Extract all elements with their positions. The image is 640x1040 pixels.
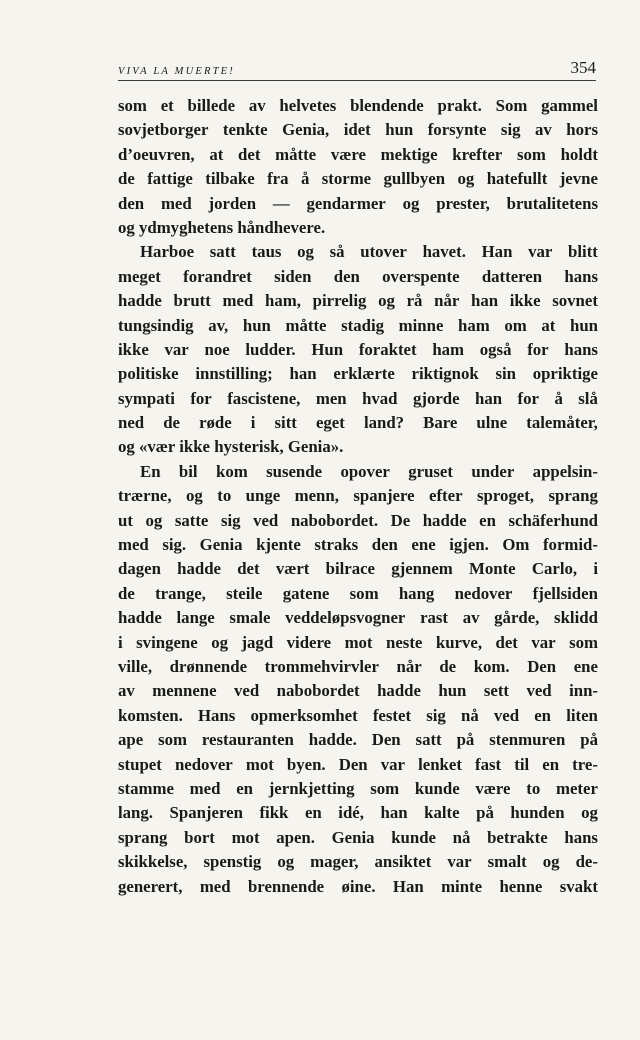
text-line: ape som restauranten hadde. Den satt på stenmuren på — [118, 730, 598, 750]
text-line: sympati for fascistene, men hvad gjorde han for å slå — [118, 388, 598, 408]
running-head: VIVA LA MUERTE! — [118, 66, 235, 77]
text-line: som et billede av helvetes blendende prakt. Som gammel — [118, 96, 598, 115]
paragraph — [118, 460, 598, 899]
text-line: stupet nedover mot byen. Den var lenket fast til en tre- — [118, 754, 598, 774]
text-line: Harboe satt taus og så utover havet. Han var blitt — [140, 242, 598, 262]
text-line: den med jorden — gendarmer og prester, brutalitetens — [118, 193, 598, 213]
text-line: trærne, og to unge menn, spanjere efter sproget, sprang — [118, 486, 598, 506]
text-line: de trange, steile gatene som hang nedover fjellsiden — [118, 583, 598, 603]
text-line: stamme med en jernkjetting som kunde være to meter — [118, 778, 598, 798]
text-line: ville, drønnende trommehvirvler når de kom. Den ene — [118, 656, 598, 676]
body-text — [118, 94, 598, 899]
text-line: dagen hadde det vært bilrace gjennem Monte Carlo, i — [118, 559, 598, 579]
paragraph — [118, 94, 598, 240]
text-line: komsten. Hans opmerksomhet festet sig nå ved en liten — [118, 705, 598, 725]
text-line: politiske innstilling; han erklærte riktignok sin opriktige — [118, 364, 598, 384]
page-header — [118, 56, 596, 81]
text-line: av mennene ved nabobordet hadde hun sett ved inn- — [118, 681, 598, 701]
text-line: i svingene og jagd videre mot neste kurve, det var som — [118, 632, 598, 652]
text-line: de fattige tilbake fra å storme gullbyen og hatefullt jevne — [118, 169, 598, 189]
text-line: med sig. Genia kjente straks den ene igjen. Om formid- — [118, 535, 598, 555]
text-line: meget forandret siden den overspente datteren hans — [118, 266, 598, 286]
text-line: sovjetborger tenkte Genia, idet hun forsynte sig av hors — [118, 120, 598, 140]
text-line: skikkelse, spenstig og mager, ansiktet var smalt og de- — [118, 852, 598, 872]
page-number: 354 — [570, 58, 596, 77]
text-line: ut og satte sig ved nabobordet. De hadde en schäferhund — [118, 510, 598, 530]
text-line: lang. Spanjeren fikk en idé, han kalte på hunden og — [118, 803, 598, 823]
text-line: hadde lange smale veddeløpsvogner rast av gårde, sklidd — [118, 608, 598, 628]
paragraph — [118, 240, 598, 460]
text-line: og ydmyghetens håndhevere. — [118, 217, 326, 237]
text-line: En bil kom susende opover gruset under appelsin- — [140, 461, 598, 481]
text-line: og «vær ikke hysterisk, Genia». — [118, 437, 344, 457]
text-line: hadde brutt med ham, pirrelig og rå når han ikke sovnet — [118, 291, 598, 311]
text-line: tungsindig av, hun måtte stadig minne ham om at hun — [118, 315, 598, 335]
text-line: sprang bort mot apen. Genia kunde nå betrakte hans — [118, 827, 598, 847]
text-line: ikke var noe ludder. Hun foraktet ham også for hans — [118, 339, 598, 359]
text-line: ned de røde i sitt eget land? Bare ulne talemåter, — [118, 413, 598, 433]
text-line: generert, med brennende øine. Han minte henne svakt — [118, 876, 598, 896]
text-line: d’oeuvren, at det måtte være mektige krefter som holdt — [118, 144, 598, 164]
